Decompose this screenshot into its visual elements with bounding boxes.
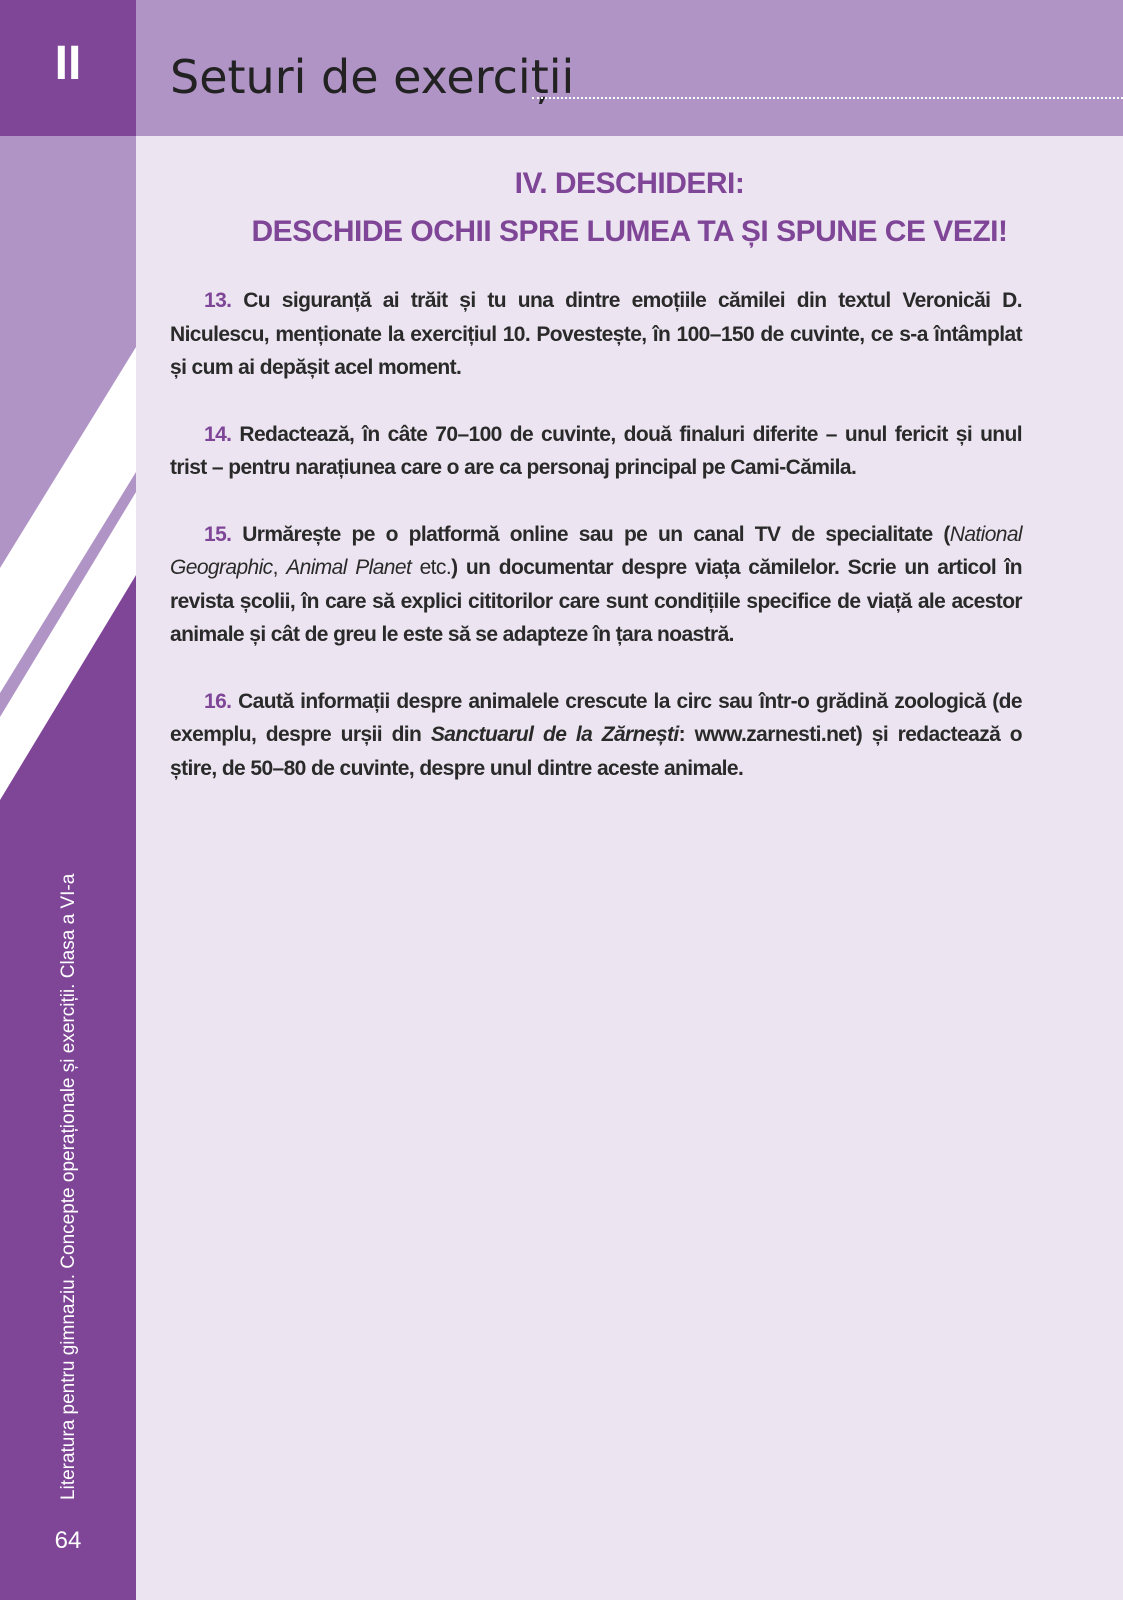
exercise-text: Cu siguranță ai trăit și tu una dintre emoțiile cămilei din textul Veronicăi D. Niculescu, menționate la exercițiul 10. Povestește, în 100–150 de cuvinte, ce s-a întâmplat și cum ai depășit acel moment. [170,289,1022,379]
exercise-italic-title: Animal Planet [286,556,412,579]
exercise-text: Redactează, în câte 70–100 de cuvinte, două finaluri diferite – unul fericit și unul trist – pentru narațiunea care o are ca personaj principal pe Cami-Cămila. [170,422,1022,479]
exercise-number: 13. [204,289,232,312]
header-bar [136,0,1123,136]
section-heading [136,160,1123,256]
exercise-16 [170,685,1022,786]
page-number: 64 [54,1527,82,1554]
exercise-text-part1: Urmărește pe o platformă online sau pe un canal TV de specialitate ( [242,522,950,546]
exercise-text-part2: : www.zarnesti.net) și redactează o știre, de 50–80 de cuvinte, despre unul dintre aceste animale. [170,723,1023,780]
chapter-number: II [54,36,82,90]
section-title-line2: DESCHIDE OCHII SPRE LUMEA TA ȘI SPUNE CE VEZI! [251,215,1008,248]
page-title: Seturi de exerciții [170,50,575,104]
exercise-15 [170,518,1022,652]
book-title-vertical: Literatura pentru gimnaziu. Concepte operaționale și exerciții. Clasa a VI-a [58,873,79,1500]
exercise-italic-title: Sanctuarul de la Zărnești [430,723,679,746]
exercise-text-part1: Caută informații despre animalele crescute la circ sau într-o grădină zoologică (de exemplu, despre urșii din [170,689,1022,746]
exercise-14 [170,418,1022,485]
exercise-13 [170,284,1022,385]
exercise-text-part2: ) un documentar despre viața cămilelor. Scrie un articol în revista școlii, în care să explici cititorilor care sunt condițiile specifice de viață ale acestor animale și cât de greu le este să se adapteze în țara noastră. [170,556,1022,646]
exercise-number: 16. [204,689,232,713]
exercise-number: 15. [204,522,232,546]
exercise-etc: etc. [411,556,452,579]
exercise-number: 14. [204,422,232,446]
exercise-separator: , [272,556,287,579]
section-title-line1: IV. DESCHIDERI: [514,167,745,200]
exercise-italic-title: National Geographic [170,522,1022,579]
exercise-list [170,284,1022,818]
chapter-number-box [0,0,136,136]
header-dotted-rule [532,97,1123,99]
